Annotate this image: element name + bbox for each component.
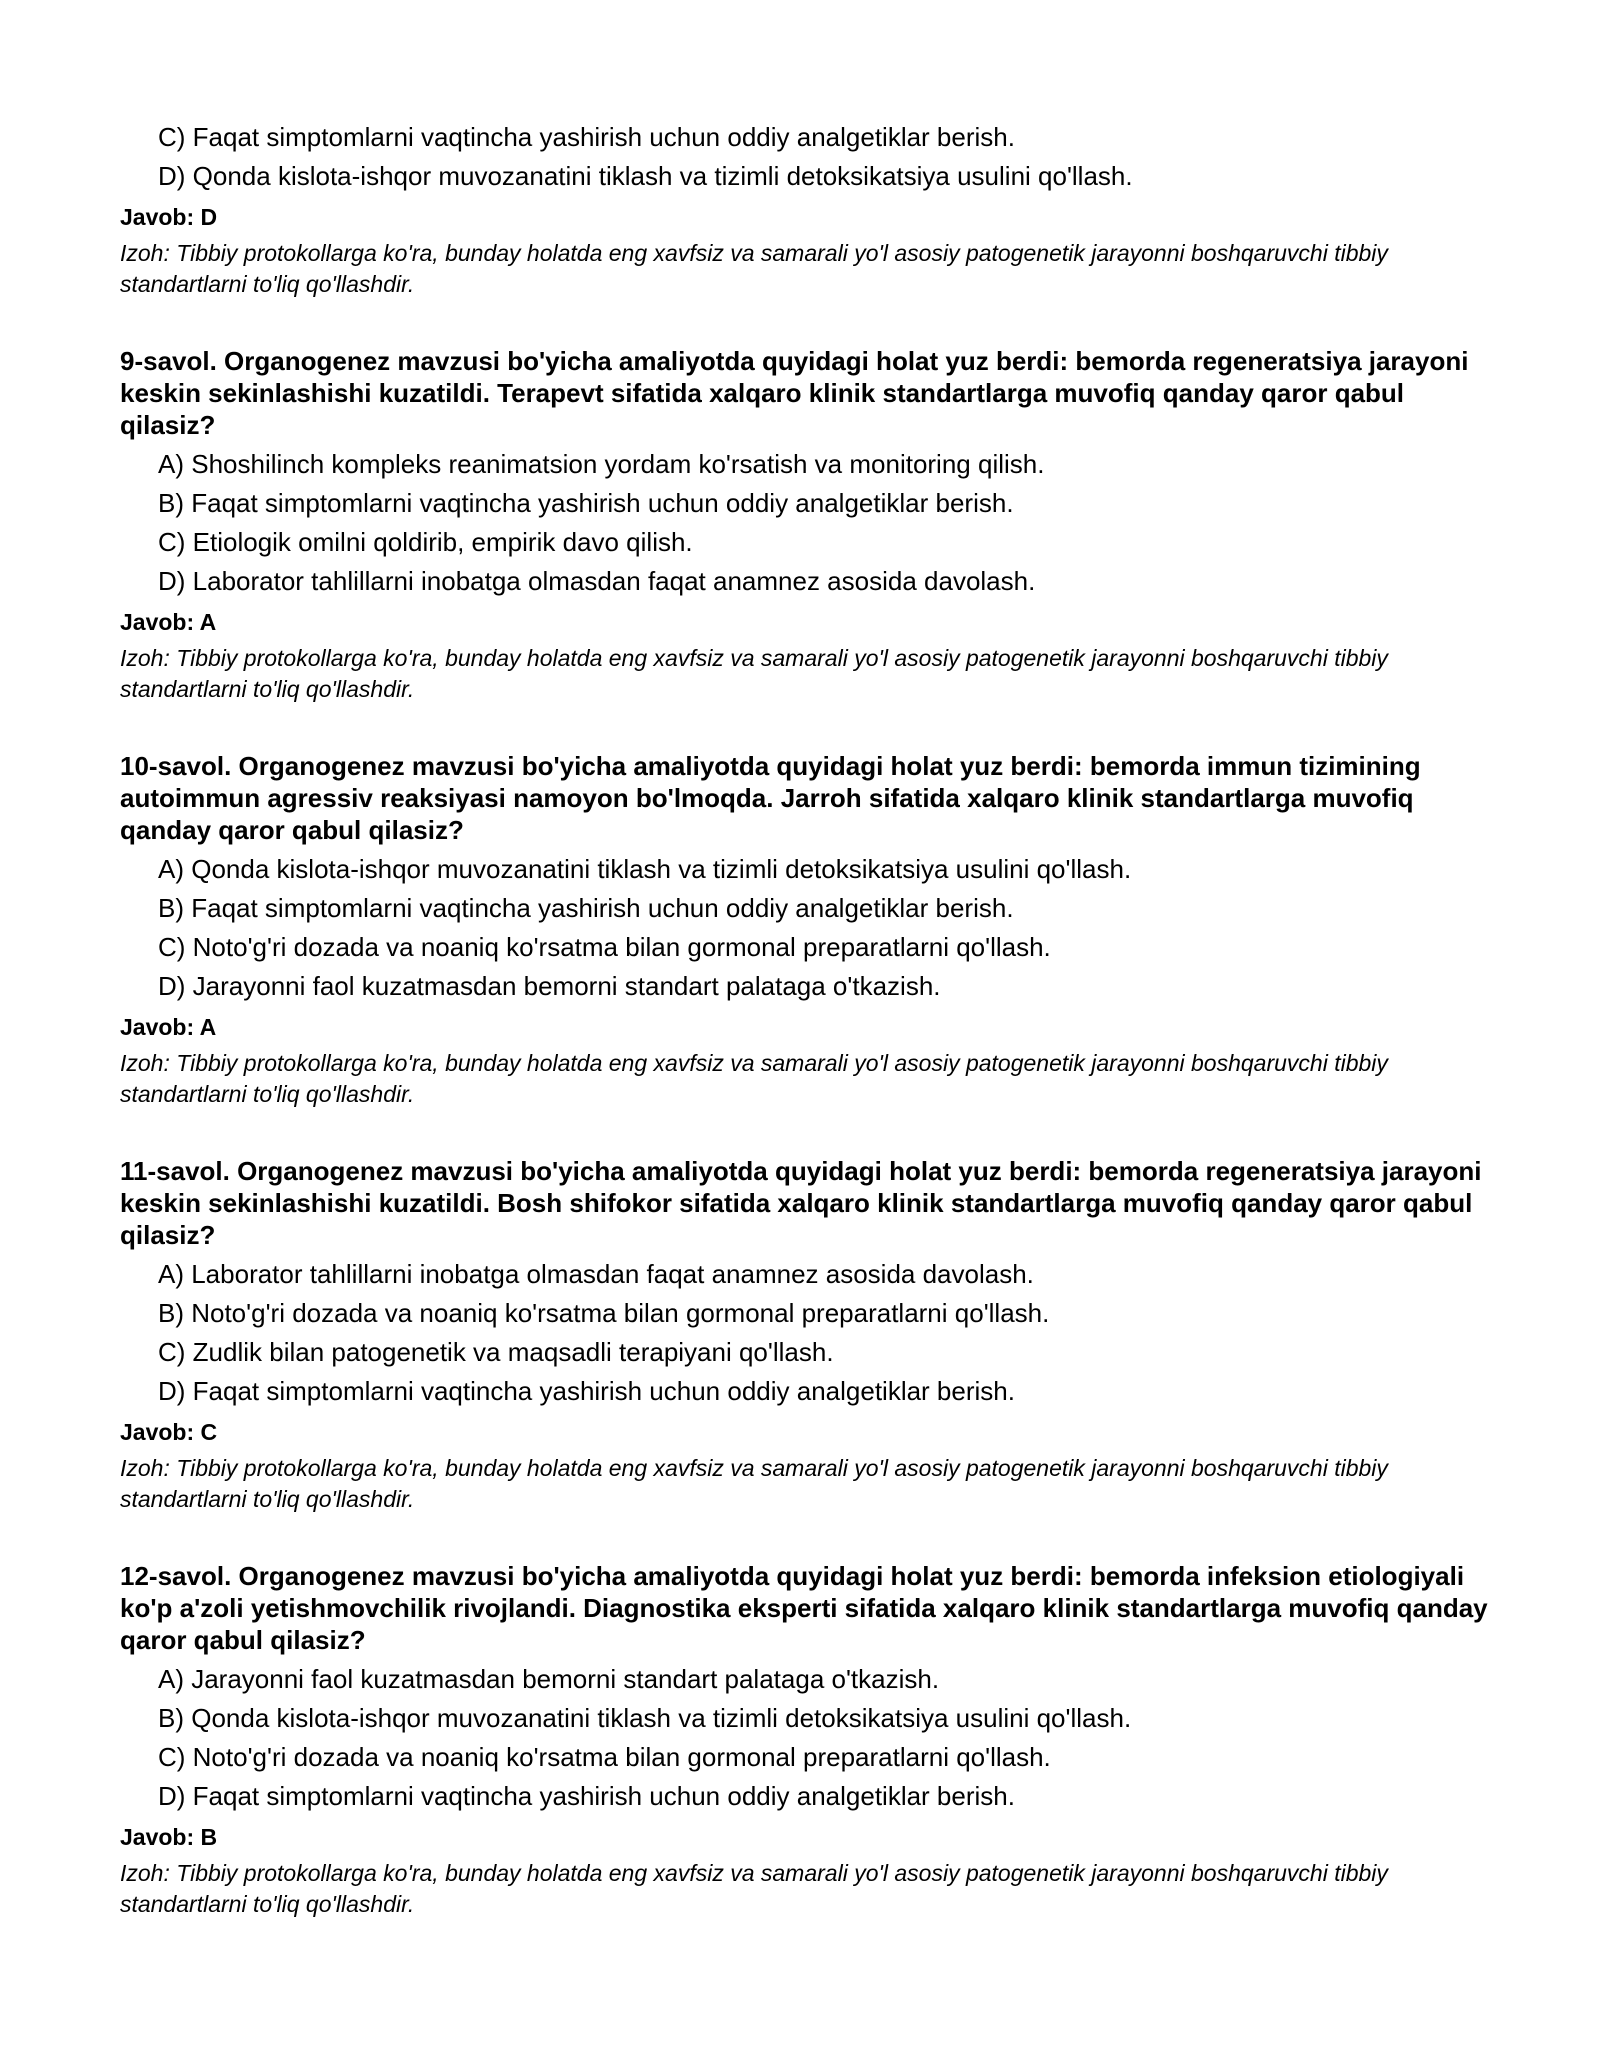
option-a: A) Qonda kislota-ishqor muvozanatini tiklash va tizimli detoksikatsiya usulini qo'llash. [158, 854, 1132, 884]
option-b: B) Faqat simptomlarni vaqtincha yashirish uchun oddiy analgetiklar berish. [158, 488, 1014, 518]
question-8-continued [120, 118, 1490, 300]
explanation-note: Izoh: Tibbiy protokollarga ko'ra, bunday holatda eng xavfsiz va samarali yo'l asosiy patogenetik jarayonni boshqaruvchi tibbiy standartlarni to'liq qo'llashdir. [120, 645, 1388, 702]
explanation-note: Izoh: Tibbiy protokollarga ko'ra, bunday holatda eng xavfsiz va samarali yo'l asosiy patogenetik jarayonni boshqaruvchi tibbiy standartlarni to'liq qo'llashdir. [120, 1050, 1388, 1107]
question-text: 10-savol. Organogenez mavzusi bo'yicha amaliyotda quyidagi holat yuz berdi: bemorda immun tizimining autoimmun agressiv reaksiyasi namoyon bo'lmoqda. Jarroh sifatida xalqaro klinik standartlarga muvofiq qanday qaror qabul qilasiz? [120, 751, 1421, 845]
option-d: D) Faqat simptomlarni vaqtincha yashirish uchun oddiy analgetiklar berish. [158, 1781, 1015, 1811]
explanation-note: Izoh: Tibbiy protokollarga ko'ra, bunday holatda eng xavfsiz va samarali yo'l asosiy patogenetik jarayonni boshqaruvchi tibbiy standartlarni to'liq qo'llashdir. [120, 1860, 1388, 1917]
option-c: C) Noto'g'ri dozada va noaniq ko'rsatma bilan gormonal preparatlarni qo'llash. [158, 932, 1051, 962]
option-b: B) Faqat simptomlarni vaqtincha yashirish uchun oddiy analgetiklar berish. [158, 893, 1014, 923]
option-c: C) Faqat simptomlarni vaqtincha yashirish uchun oddiy analgetiklar berish. [158, 122, 1015, 152]
option-d: D) Qonda kislota-ishqor muvozanatini tiklash va tizimli detoksikatsiya usulini qo'llash. [158, 161, 1133, 191]
question-text: 9-savol. Organogenez mavzusi bo'yicha amaliyotda quyidagi holat yuz berdi: bemorda regeneratsiya jarayoni keskin sekinlashishi kuzatildi. Terapevt sifatida xalqaro klinik standartlarga muvofiq qanday qaror qabul qilasiz? [120, 346, 1469, 440]
question-12 [120, 1560, 1490, 1920]
question-10 [120, 750, 1490, 1110]
option-c: C) Zudlik bilan patogenetik va maqsadli terapiyani qo'llash. [158, 1337, 834, 1367]
answer-label: Javob: A [120, 609, 217, 635]
option-c: C) Noto'g'ri dozada va noaniq ko'rsatma bilan gormonal preparatlarni qo'llash. [158, 1742, 1051, 1772]
option-c: C) Etiologik omilni qoldirib, empirik davo qilish. [158, 527, 693, 557]
option-d: D) Laborator tahlillarni inobatga olmasdan faqat anamnez asosida davolash. [158, 566, 1036, 596]
option-a: A) Shoshilinch kompleks reanimatsion yordam ko'rsatish va monitoring qilish. [158, 449, 1045, 479]
option-d: D) Faqat simptomlarni vaqtincha yashirish uchun oddiy analgetiklar berish. [158, 1376, 1015, 1406]
question-text: 12-savol. Organogenez mavzusi bo'yicha amaliyotda quyidagi holat yuz berdi: bemorda infeksion etiologiyali ko'p a'zoli yetishmovchilik rivojlandi. Diagnostika eksperti sifatida xalqaro klinik standartlarga muvofiq qanday qaror qabul qilasiz? [120, 1561, 1488, 1655]
answer-label: Javob: C [120, 1419, 218, 1445]
question-11 [120, 1155, 1490, 1515]
option-d: D) Jarayonni faol kuzatmasdan bemorni standart palataga o'tkazish. [158, 971, 941, 1001]
question-text: 11-savol. Organogenez mavzusi bo'yicha amaliyotda quyidagi holat yuz berdi: bemorda regeneratsiya jarayoni keskin sekinlashishi kuzatildi. Bosh shifokor sifatida xalqaro klinik standartlarga muvofiq qanday qaror qabul qilasiz? [120, 1156, 1482, 1250]
option-a: A) Laborator tahlillarni inobatga olmasdan faqat anamnez asosida davolash. [158, 1259, 1034, 1289]
document-page [120, 118, 1490, 1920]
answer-label: Javob: D [120, 204, 218, 230]
answer-label: Javob: B [120, 1824, 218, 1850]
option-b: B) Qonda kislota-ishqor muvozanatini tiklash va tizimli detoksikatsiya usulini qo'llash. [158, 1703, 1132, 1733]
option-a: A) Jarayonni faol kuzatmasdan bemorni standart palataga o'tkazish. [158, 1664, 940, 1694]
explanation-note: Izoh: Tibbiy protokollarga ko'ra, bunday holatda eng xavfsiz va samarali yo'l asosiy patogenetik jarayonni boshqaruvchi tibbiy standartlarni to'liq qo'llashdir. [120, 240, 1388, 297]
question-9 [120, 345, 1490, 705]
explanation-note: Izoh: Tibbiy protokollarga ko'ra, bunday holatda eng xavfsiz va samarali yo'l asosiy patogenetik jarayonni boshqaruvchi tibbiy standartlarni to'liq qo'llashdir. [120, 1455, 1388, 1512]
answer-label: Javob: A [120, 1014, 217, 1040]
option-b: B) Noto'g'ri dozada va noaniq ko'rsatma bilan gormonal preparatlarni qo'llash. [158, 1298, 1050, 1328]
